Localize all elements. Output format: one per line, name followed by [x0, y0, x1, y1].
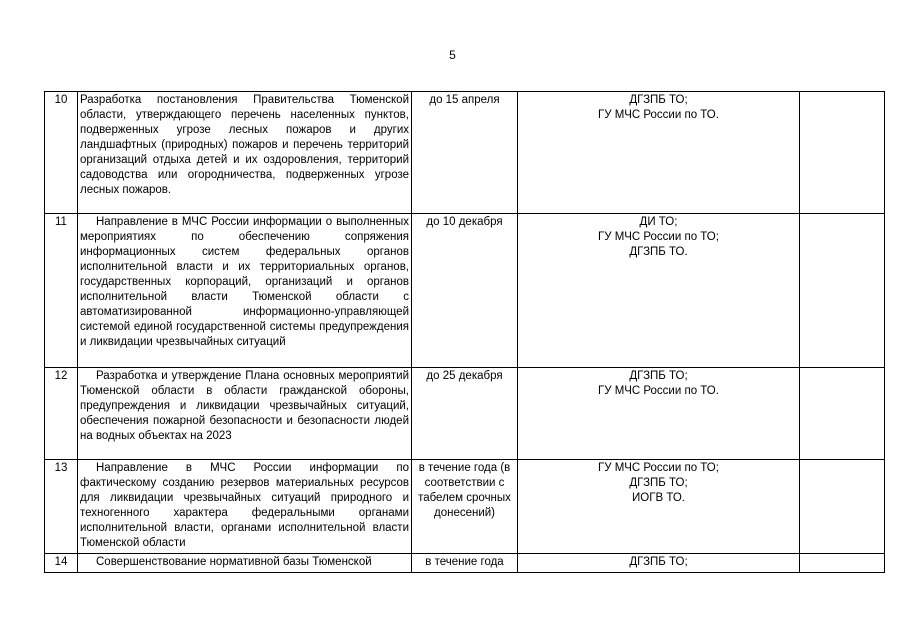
- responsible-cell: ДГЗПБ ТО; ГУ МЧС России по ТО.: [518, 92, 800, 214]
- note-cell: [800, 554, 885, 573]
- term-cell: в течение года (в соответствии с табелем срочных донесений): [412, 460, 518, 554]
- note-cell: [800, 214, 885, 368]
- row-number: 13: [45, 460, 78, 554]
- action-cell: Разработка постановления Правительства Тюменской области, утверждающего перечень населенных пунктов, подверженных угрозе лесных пожаров и других ландшафтных (природных) пожаров и перечень территорий организаций отдыха детей и их оздоровления, территорий садоводства или огородничества, подверженных угрозе лесных пожаров.: [78, 92, 412, 214]
- action-cell: Направление в МЧС России информации о выполненных мероприятиях по обеспечению сопряжения информационных систем федеральных органов исполнительной власти и их территориальных органов, государственных корпораций, организаций и органов исполнительной власти Тюменской области с автоматизированной информационно-управляющей системой единой государственной системы предупреждения и ликвидации чрезвычайных ситуаций: [78, 214, 412, 368]
- row-number: 12: [45, 368, 78, 460]
- action-cell: Разработка и утверждение Плана основных мероприятий Тюменской области в области гражданской обороны, предупреждения и ликвидации чрезвычайных ситуаций, обеспечения пожарной безопасности и безопасности людей на водных объектах на 2023: [78, 368, 412, 460]
- plan-table: [44, 91, 885, 573]
- row-number: 14: [45, 554, 78, 573]
- action-cell: Совершенствование нормативной базы Тюменской: [78, 554, 412, 573]
- note-cell: [800, 92, 885, 214]
- row-number: 11: [45, 214, 78, 368]
- table-row: [45, 368, 885, 460]
- table-row: [45, 92, 885, 214]
- term-cell: до 10 декабря: [412, 214, 518, 368]
- row-number: 10: [45, 92, 78, 214]
- note-cell: [800, 460, 885, 554]
- table-row: [45, 214, 885, 368]
- note-cell: [800, 368, 885, 460]
- term-cell: до 15 апреля: [412, 92, 518, 214]
- table-row: [45, 460, 885, 554]
- page-number: 5: [449, 48, 456, 62]
- table-row: [45, 554, 885, 573]
- responsible-cell: ДГЗПБ ТО;: [518, 554, 800, 573]
- responsible-cell: ДИ ТО; ГУ МЧС России по ТО; ДГЗПБ ТО.: [518, 214, 800, 368]
- term-cell: до 25 декабря: [412, 368, 518, 460]
- responsible-cell: ГУ МЧС России по ТО; ДГЗПБ ТО; ИОГВ ТО.: [518, 460, 800, 554]
- term-cell: в течение года: [412, 554, 518, 573]
- responsible-cell: ДГЗПБ ТО; ГУ МЧС России по ТО.: [518, 368, 800, 460]
- action-cell: Направление в МЧС России информации по фактическому созданию резервов материальных ресурсов для ликвидации чрезвычайных ситуаций природного и техногенного характера федеральными органами исполнительной власти, органами исполнительной власти Тюменской области: [78, 460, 412, 554]
